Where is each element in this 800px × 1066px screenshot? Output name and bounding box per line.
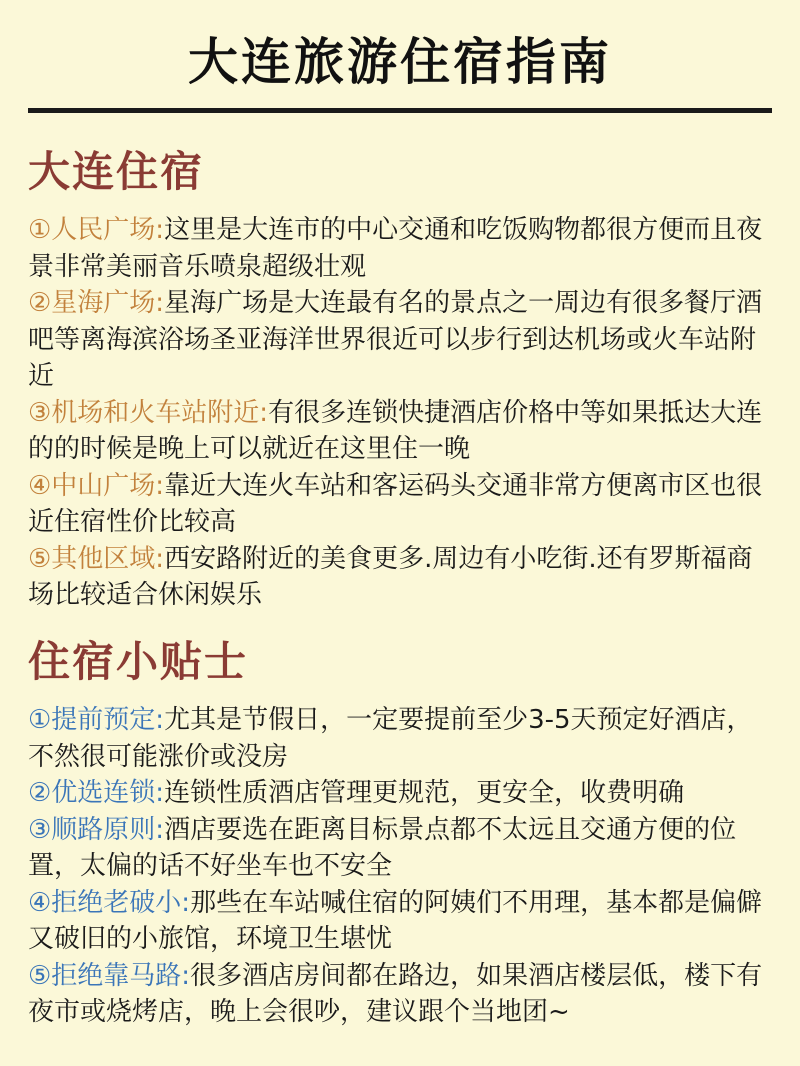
list-item (28, 958, 778, 1031)
item-text: 那些在车站喊住宿的阿姨们不用理，基本都是偏僻又破旧的小旅馆，环境卫生堪忧 (28, 887, 763, 954)
item-label: ⑤拒绝靠马路: (28, 960, 191, 991)
item-text: 酒店要选在距离目标景点都不太远且交通方便的位置，太偏的话不好坐车也不安全 (28, 814, 737, 881)
item-label: ②星海广场: (28, 288, 165, 318)
item-label: ②优选连锁: (28, 778, 165, 808)
list-item (28, 812, 778, 885)
section-heading-tips: 住宿小贴士 (28, 637, 249, 686)
accommodation-list (28, 212, 778, 614)
page-title: 大连旅游住宿指南 (188, 33, 612, 91)
list-item (28, 541, 778, 614)
list-item (28, 702, 778, 775)
item-text: 尤其是节假日，一定要提前至少3-5天预定好酒店，不然很可能涨价或没房 (28, 705, 753, 772)
item-text: 连锁性质酒店管理更规范，更安全，收费明确 (164, 778, 685, 808)
list-item (28, 775, 778, 812)
list-item (28, 468, 778, 541)
item-text: 星海广场是大连最有名的景点之一周边有很多餐厅酒吧等离海滨浴场圣亚海洋世界很近可以步行到达机场或火车站附近 (28, 288, 763, 391)
item-label: ①人民广场: (28, 215, 165, 245)
item-label: ⑤其他区域: (28, 543, 165, 574)
item-text: 西安路附近的美食更多.周边有小吃街.还有罗斯福商场比较适合休闲娱乐 (28, 543, 753, 610)
list-item (28, 885, 778, 958)
item-text: 很多酒店房间都在路边，如果酒店楼层低，楼下有夜市或烧烤店，晚上会很吵，建议跟个当地团~ (28, 960, 763, 1027)
tips-list (28, 702, 778, 1031)
item-label: ④中山广场: (28, 470, 165, 501)
item-label: ④拒绝老破小: (28, 887, 191, 918)
item-text: 靠近大连火车站和客运码头交通非常方便离市区也很近住宿性价比较高 (28, 470, 763, 537)
section-heading-accommodation: 大连住宿 (28, 147, 205, 196)
title-divider (28, 108, 772, 113)
item-text: 有很多连锁快捷酒店价格中等如果抵达大连的的时候是晚上可以就近在这里住一晚 (28, 397, 763, 464)
item-label: ①提前预定: (28, 705, 165, 735)
list-item (28, 212, 778, 285)
item-label: ③顺路原则: (28, 814, 165, 845)
list-item (28, 285, 778, 395)
list-item (28, 395, 778, 468)
item-label: ③机场和火车站附近: (28, 397, 269, 428)
item-text: 这里是大连市的中心交通和吃饭购物都很方便而且夜景非常美丽音乐喷泉超级壮观 (28, 215, 763, 282)
